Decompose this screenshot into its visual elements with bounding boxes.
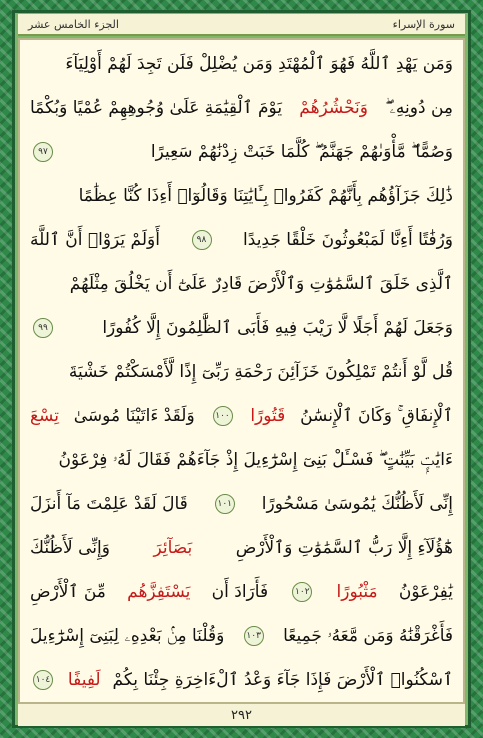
verse-line — [30, 262, 453, 306]
ayah-number-marker: ١٠٤ — [33, 670, 53, 690]
verse-text: يَوْمَ ٱلْقِيَٰمَةِ عَلَىٰ وُجُوهِهِمْ عُمْيًا وَبُكْمًا — [30, 98, 283, 118]
verse-line — [30, 130, 453, 174]
verse-text: قَالَ لَقَدْ عَلِمْتَ مَآ أَنزَلَ — [30, 494, 188, 514]
verse-text: فَأَرَادَ أَن — [211, 582, 269, 602]
verse-line — [30, 658, 453, 702]
juz-label: الجزء الخامس عشر — [28, 17, 119, 31]
verse-line — [30, 306, 453, 350]
mushaf-page — [18, 38, 465, 704]
verse-text: مِّنَ ٱلْأَرْضِ — [30, 582, 106, 602]
verse-text: وَإِنِّى لَأَظُنُّكَ — [30, 538, 110, 558]
verse-text: أَوَلَمْ يَرَوْا۟ أَنَّ ٱللَّهَ — [30, 230, 160, 250]
verse-text: ٱلْإِنفَاقِ ۚ وَكَانَ ٱلْإِنسَٰنُ — [300, 406, 453, 426]
highlighted-word: قَتُورًا — [250, 406, 286, 426]
verse-line — [30, 350, 453, 394]
verse-line — [30, 482, 453, 526]
highlighted-word: وَنَحْشُرُهُمْ — [299, 98, 368, 118]
highlighted-word: تِسْعَ — [30, 406, 59, 426]
verse-line — [30, 86, 453, 130]
verse-text: ءَايَٰتٍۭ بَيِّنَٰتٍ ۖ فَسْـَٔلْ بَنِىٓ إِسْرَٰٓءِيلَ إِذْ جَآءَهُمْ فَقَالَ لَهُۥ فِرْعَوْنُ — [58, 450, 453, 470]
verse-text: وَصُمًّا ۖ مَّأْوَىٰهُمْ جَهَنَّمُ ۖ كُلَّمَا خَبَتْ زِدْنَٰهُمْ سَعِيرًا — [150, 142, 453, 162]
page-footer — [18, 704, 465, 726]
page-number: ٢٩٢ — [231, 707, 252, 723]
highlighted-word: يَسْتَفِزَّهُم — [127, 582, 191, 602]
verse-text: وَرُفَٰتًا أَءِنَّا لَمَبْعُوثُونَ خَلْقًا جَدِيدًا — [243, 230, 453, 250]
verse-text: ذَٰلِكَ جَزَآؤُهُم بِأَنَّهُمْ كَفَرُوا۟ بِـَٔايَٰتِنَا وَقَالُوٓا۟ أَءِذَا كُنَّا عِظَٰمًا — [78, 186, 453, 206]
ayah-number-marker: ١٠٠ — [213, 406, 233, 426]
verse-text: مِن دُونِهِۦ ۖ — [385, 98, 453, 118]
ayah-number-marker: ١٠١ — [215, 494, 235, 514]
highlighted-word: بَصَآئِرَ — [153, 538, 193, 558]
verse-text: وَجَعَلَ لَهُمْ أَجَلًا لَّا رَيْبَ فِيهِ فَأَبَى ٱلظَّٰلِمُونَ إِلَّا كُفُورًا — [102, 318, 453, 338]
verse-line — [30, 614, 453, 658]
verse-text: فَأَغْرَقْنَٰهُ وَمَن مَّعَهُۥ جَمِيعًا — [283, 626, 453, 646]
highlighted-word: لَفِيفًا — [67, 670, 101, 690]
verse-line — [30, 174, 453, 218]
ayah-number-marker: ١٠٣ — [244, 626, 264, 646]
ayah-number-marker: ٩٩ — [33, 318, 53, 338]
verse-line — [30, 438, 453, 482]
verse-text: وَمَن يَهْدِ ٱللَّهُ فَهُوَ ٱلْمُهْتَدِ وَمَن يُضْلِلْ فَلَن تَجِدَ لَهُمْ أَوْلِيَآءَ — [65, 54, 453, 74]
ayah-number-marker: ٩٨ — [192, 230, 212, 250]
verse-line — [30, 394, 453, 438]
verse-text: ٱسْكُنُوا۟ ٱلْأَرْضَ فَإِذَا جَآءَ وَعْدُ ٱلْءَاخِرَةِ جِئْنَا بِكُمْ — [112, 670, 453, 690]
verse-lines — [30, 42, 453, 702]
surah-label: سورة الإسراء — [392, 17, 455, 31]
verse-line — [30, 570, 453, 614]
ayah-number-marker: ١٠٢ — [292, 582, 312, 602]
verse-text: هَٰٓؤُلَآءِ إِلَّا رَبُّ ٱلسَّمَٰوَٰتِ وَٱلْأَرْضِ — [235, 538, 453, 558]
ayah-number-marker: ٩٧ — [33, 142, 53, 162]
verse-line — [30, 218, 453, 262]
verse-text: قُل لَّوْ أَنتُمْ تَمْلِكُونَ خَزَآئِنَ رَحْمَةِ رَبِّىٓ إِذًا لَّأَمْسَكْتُمْ خَشْيَةَ — [68, 362, 453, 382]
verse-text: إِنِّى لَأَظُنُّكَ يَٰمُوسَىٰ مَسْحُورًا — [261, 494, 453, 514]
verse-line — [30, 42, 453, 86]
verse-text: وَلَقَدْ ءَاتَيْنَا مُوسَىٰ — [73, 406, 195, 426]
verse-text: يَٰفِرْعَوْنُ — [398, 582, 453, 602]
highlighted-word: مَثْبُورًا — [336, 582, 378, 602]
verse-text: ٱلَّذِى خَلَقَ ٱلسَّمَٰوَٰتِ وَٱلْأَرْضَ قَادِرٌ عَلَىٰٓ أَن يَخْلُقَ مِثْلَهُمْ — [69, 274, 453, 294]
verse-text: وَقُلْنَا مِنۢ بَعْدِهِۦ لِبَنِىٓ إِسْرَٰٓءِيلَ — [30, 626, 225, 646]
page-header — [18, 14, 465, 36]
verse-line — [30, 526, 453, 570]
